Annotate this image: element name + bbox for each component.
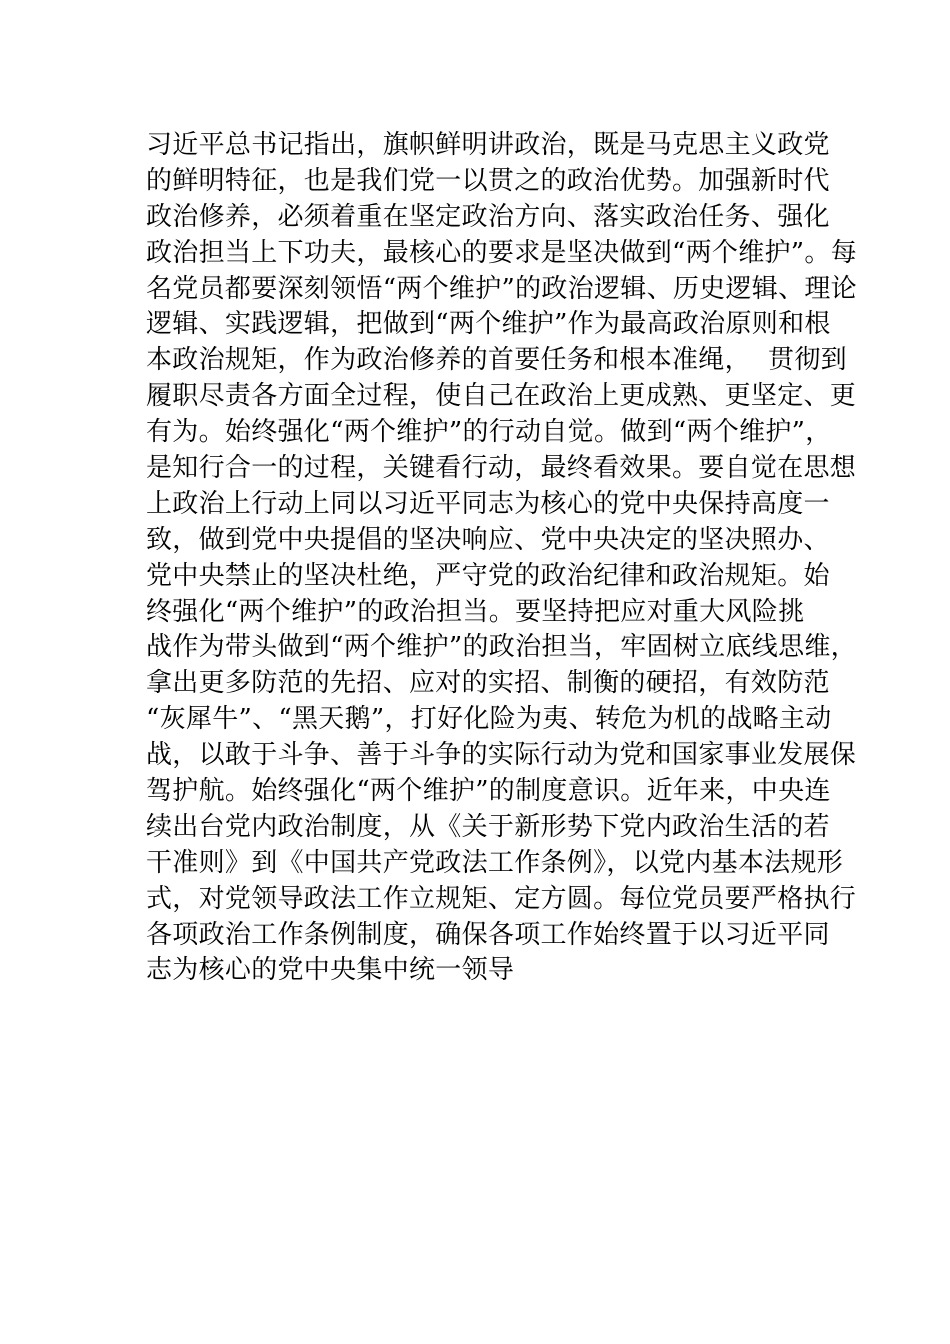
text-line: 有为。始终强化“两个维护”的行动自觉。做到“两个维护”， (146, 417, 832, 448)
text-line: 是知行合一的过程，关键看行动，最终看效果。要自觉在思想 (146, 453, 857, 484)
text-line: 终强化“两个维护”的政治担当。要坚持把应对重大风险挑 (146, 596, 805, 627)
text-line: 驾护航。始终强化“两个维护”的制度意识。近年来，中央连 (146, 776, 831, 807)
text-line: 习近平总书记指出，旗帜鲜明讲政治，既是马克思主义政党 (146, 130, 830, 160)
text-line: 本政治规矩，作为政治修养的首要任务和根本准绳， 贯彻到 (146, 345, 847, 376)
text-line: 战，以敢于斗争、善于斗争的实际行动为党和国家事业发展保 (146, 740, 857, 771)
text-line: 上政治上行动上同以习近平同志为核心的党中央保持高度一 (146, 488, 830, 519)
text-line: 各项政治工作条例制度，确保各项工作始终置于以习近平同 (146, 919, 830, 950)
text-line: 干准则》到《中国共产党政法工作条例》，以党内基本法规形 (146, 847, 844, 878)
text-line: 拿出更多防范的先招、应对的实招、制衡的硬招，有效防范 (146, 668, 830, 699)
text-line: 政治修养，必须着重在坚定政治方向、落实政治任务、强化 (146, 201, 830, 232)
text-line: “灰犀牛”、“黑天鹅”，打好化险为夷、转危为机的战略主动 (146, 704, 832, 735)
text-line: 履职尽责各方面全过程，使自己在政治上更成熟、更坚定、更 (146, 381, 857, 412)
text-line: 续出台党内政治制度，从《关于新形势下党内政治生活的若 (146, 811, 830, 842)
text-line: 战作为带头做到“两个维护”的政治担当，牢固树立底线思维， (146, 632, 857, 663)
text-line: 的鲜明特征，也是我们党一以贯之的政治优势。加强新时代 (146, 165, 830, 196)
text-line: 名党员都要深刻领悟“两个维护”的政治逻辑、历史逻辑、理论 (146, 273, 857, 304)
body-paragraph (146, 128, 857, 989)
text-line: 逻辑、实践逻辑，把做到“两个维护”作为最高政治原则和根 (146, 309, 831, 340)
text-line: 政治担当上下功夫，最核心的要求是坚决做到“两个维护”。每 (146, 237, 857, 268)
text-line: 致，做到党中央提倡的坚决响应、党中央决定的坚决照办、 (146, 524, 830, 555)
text-line: 式，对党领导政法工作立规矩、定方圆。每位党员要严格执行 (146, 883, 857, 914)
text-line: 志为核心的党中央集中统一领导 (146, 955, 515, 986)
text-line: 党中央禁止的坚决杜绝，严守党的政治纪律和政治规矩。始 (146, 560, 830, 591)
